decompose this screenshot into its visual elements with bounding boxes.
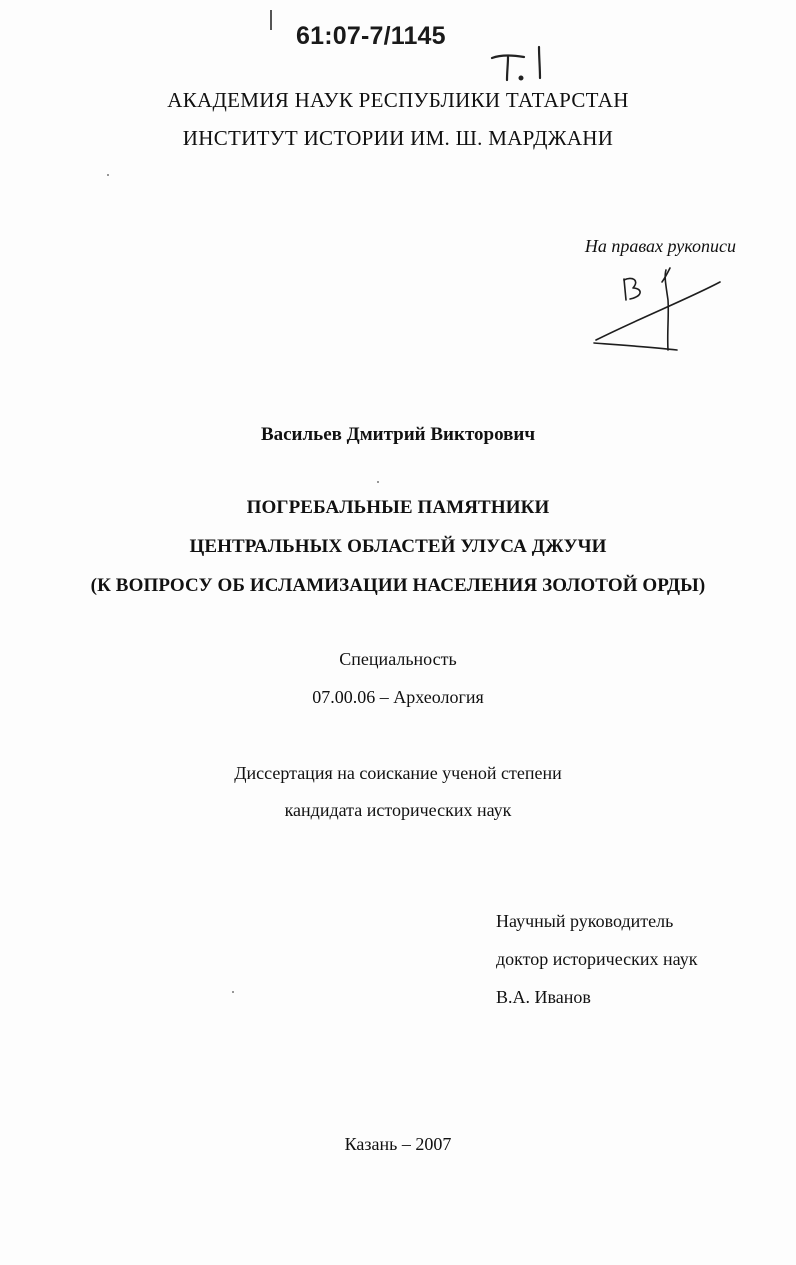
dissertation-title-line-2: ЦЕНТРАЛЬНЫХ ОБЛАСТЕЙ УЛУСА ДЖУЧИ — [189, 536, 607, 557]
dissertation-title-line-3: (К ВОПРОСУ ОБ ИСЛАМИЗАЦИИ НАСЕЛЕНИЯ ЗОЛОТОЙ ОРДЫ) — [90, 575, 706, 596]
degree-line-2: кандидата исторических наук — [284, 800, 512, 820]
advisor-name: В.А. Иванов — [496, 987, 591, 1007]
institute-name: ИНСТИТУТ ИСТОРИИ ИМ. Ш. МАРДЖАНИ — [182, 126, 614, 150]
author-name: Васильев Дмитрий Викторович — [260, 424, 536, 445]
catalog-stamp-number: 61:07-7/1145 — [296, 22, 446, 50]
scan-speck — [107, 174, 109, 176]
advisor-degree: доктор исторических наук — [496, 949, 698, 969]
specialty-label: Специальность — [339, 649, 457, 669]
degree-line-1: Диссертация на соискание ученой степени — [234, 763, 562, 783]
specialty-value: 07.00.06 – Археология — [312, 687, 484, 707]
academy-name: АКАДЕМИЯ НАУК РЕСПУБЛИКИ ТАТАРСТАН — [167, 88, 629, 112]
place-and-year: Казань – 2007 — [344, 1134, 452, 1154]
scan-speck — [377, 481, 379, 483]
scan-speck — [232, 991, 234, 993]
advisor-role: Научный руководитель — [496, 911, 674, 931]
rights-note: На правах рукописи — [584, 236, 736, 256]
dissertation-title-line-1: ПОГРЕБАЛЬНЫЕ ПАМЯТНИКИ — [246, 497, 550, 518]
